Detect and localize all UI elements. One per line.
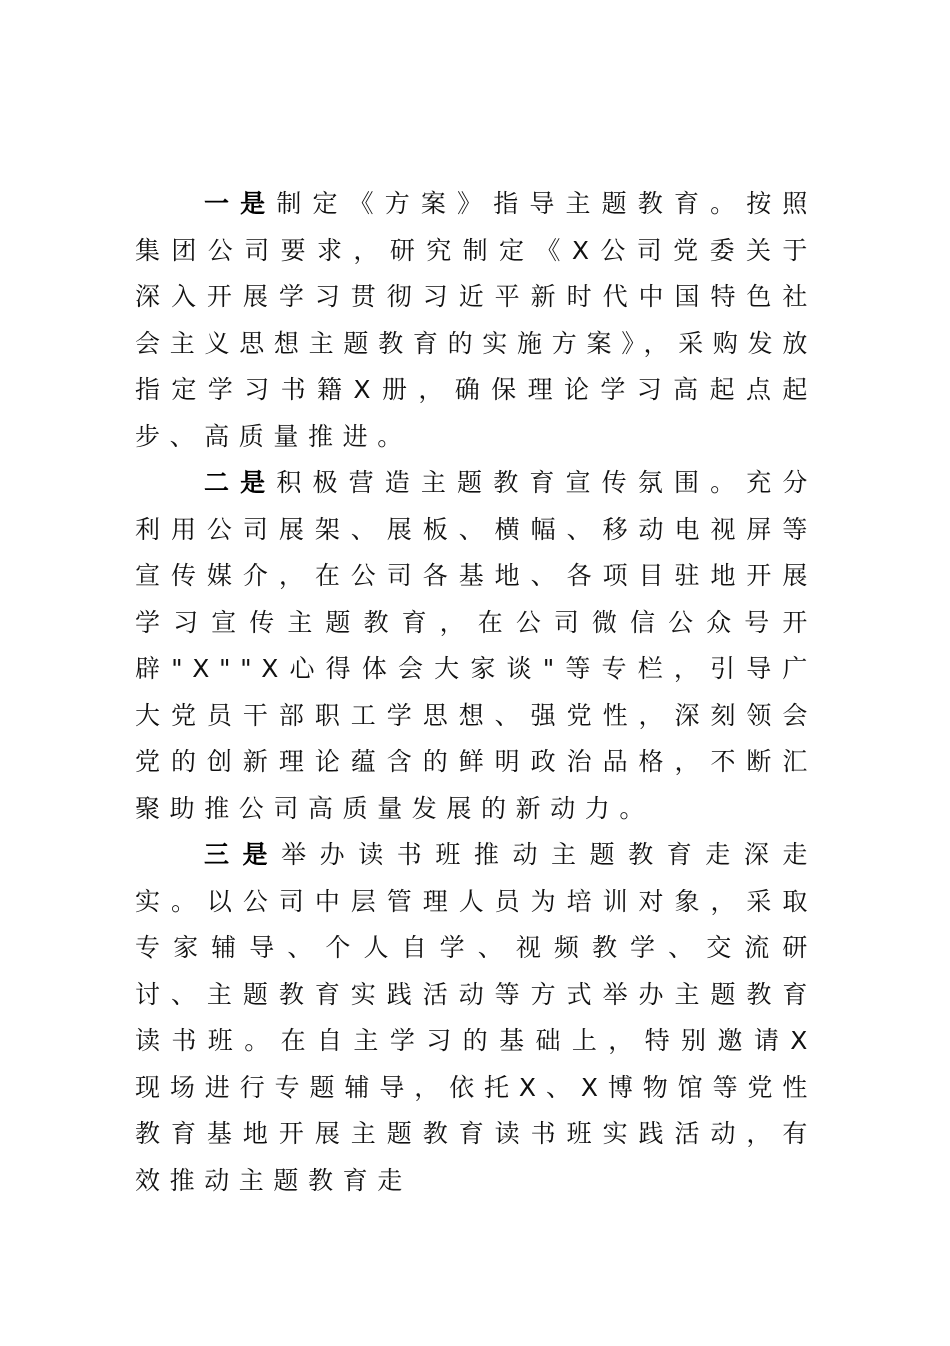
paragraph-1 bbox=[135, 181, 817, 460]
paragraph-1-text: 制定《方案》指导主题教育。按照集团公司要求，研究制定《X公司党委关于深入开展学习贯彻习近平新时代中国特色社会主义思想主题教育的实施方案》，采购发放指定学习书籍X册，确保理论学习高起点起步、高质量推进。 bbox=[135, 189, 817, 451]
document-body bbox=[135, 181, 817, 1204]
paragraph-2 bbox=[135, 460, 817, 832]
paragraph-3-text: 举办读书班推动主题教育走深走实。以公司中层管理人员为培训对象，采取专家辅导、个人自学、视频教学、交流研讨、主题教育实践活动等方式举办主题教育读书班。在自主学习的基础上，特别邀请X现场进行专题辅导，依托X、X博物馆等党性教育基地开展主题教育读书班实践活动，有效推动主题教育走 bbox=[135, 840, 817, 1195]
paragraph-2-text: 积极营造主题教育宣传氛围。充分利用公司展架、展板、横幅、移动电视屏等宣传媒介，在公司各基地、各项目驻地开展学习宣传主题教育，在公司微信公众号开辟"X""X心得体会大家谈"等专栏，引导广大党员干部职工学思想、强党性，深刻领会党的创新理论蕴含的鲜明政治品格，不断汇聚助推公司高质量发展的新动力。 bbox=[135, 468, 817, 823]
paragraph-2-lead: 二是 bbox=[204, 468, 277, 497]
paragraph-3-lead: 三是 bbox=[204, 840, 282, 869]
paragraph-1-lead: 一是 bbox=[204, 189, 277, 218]
paragraph-3 bbox=[135, 832, 817, 1204]
